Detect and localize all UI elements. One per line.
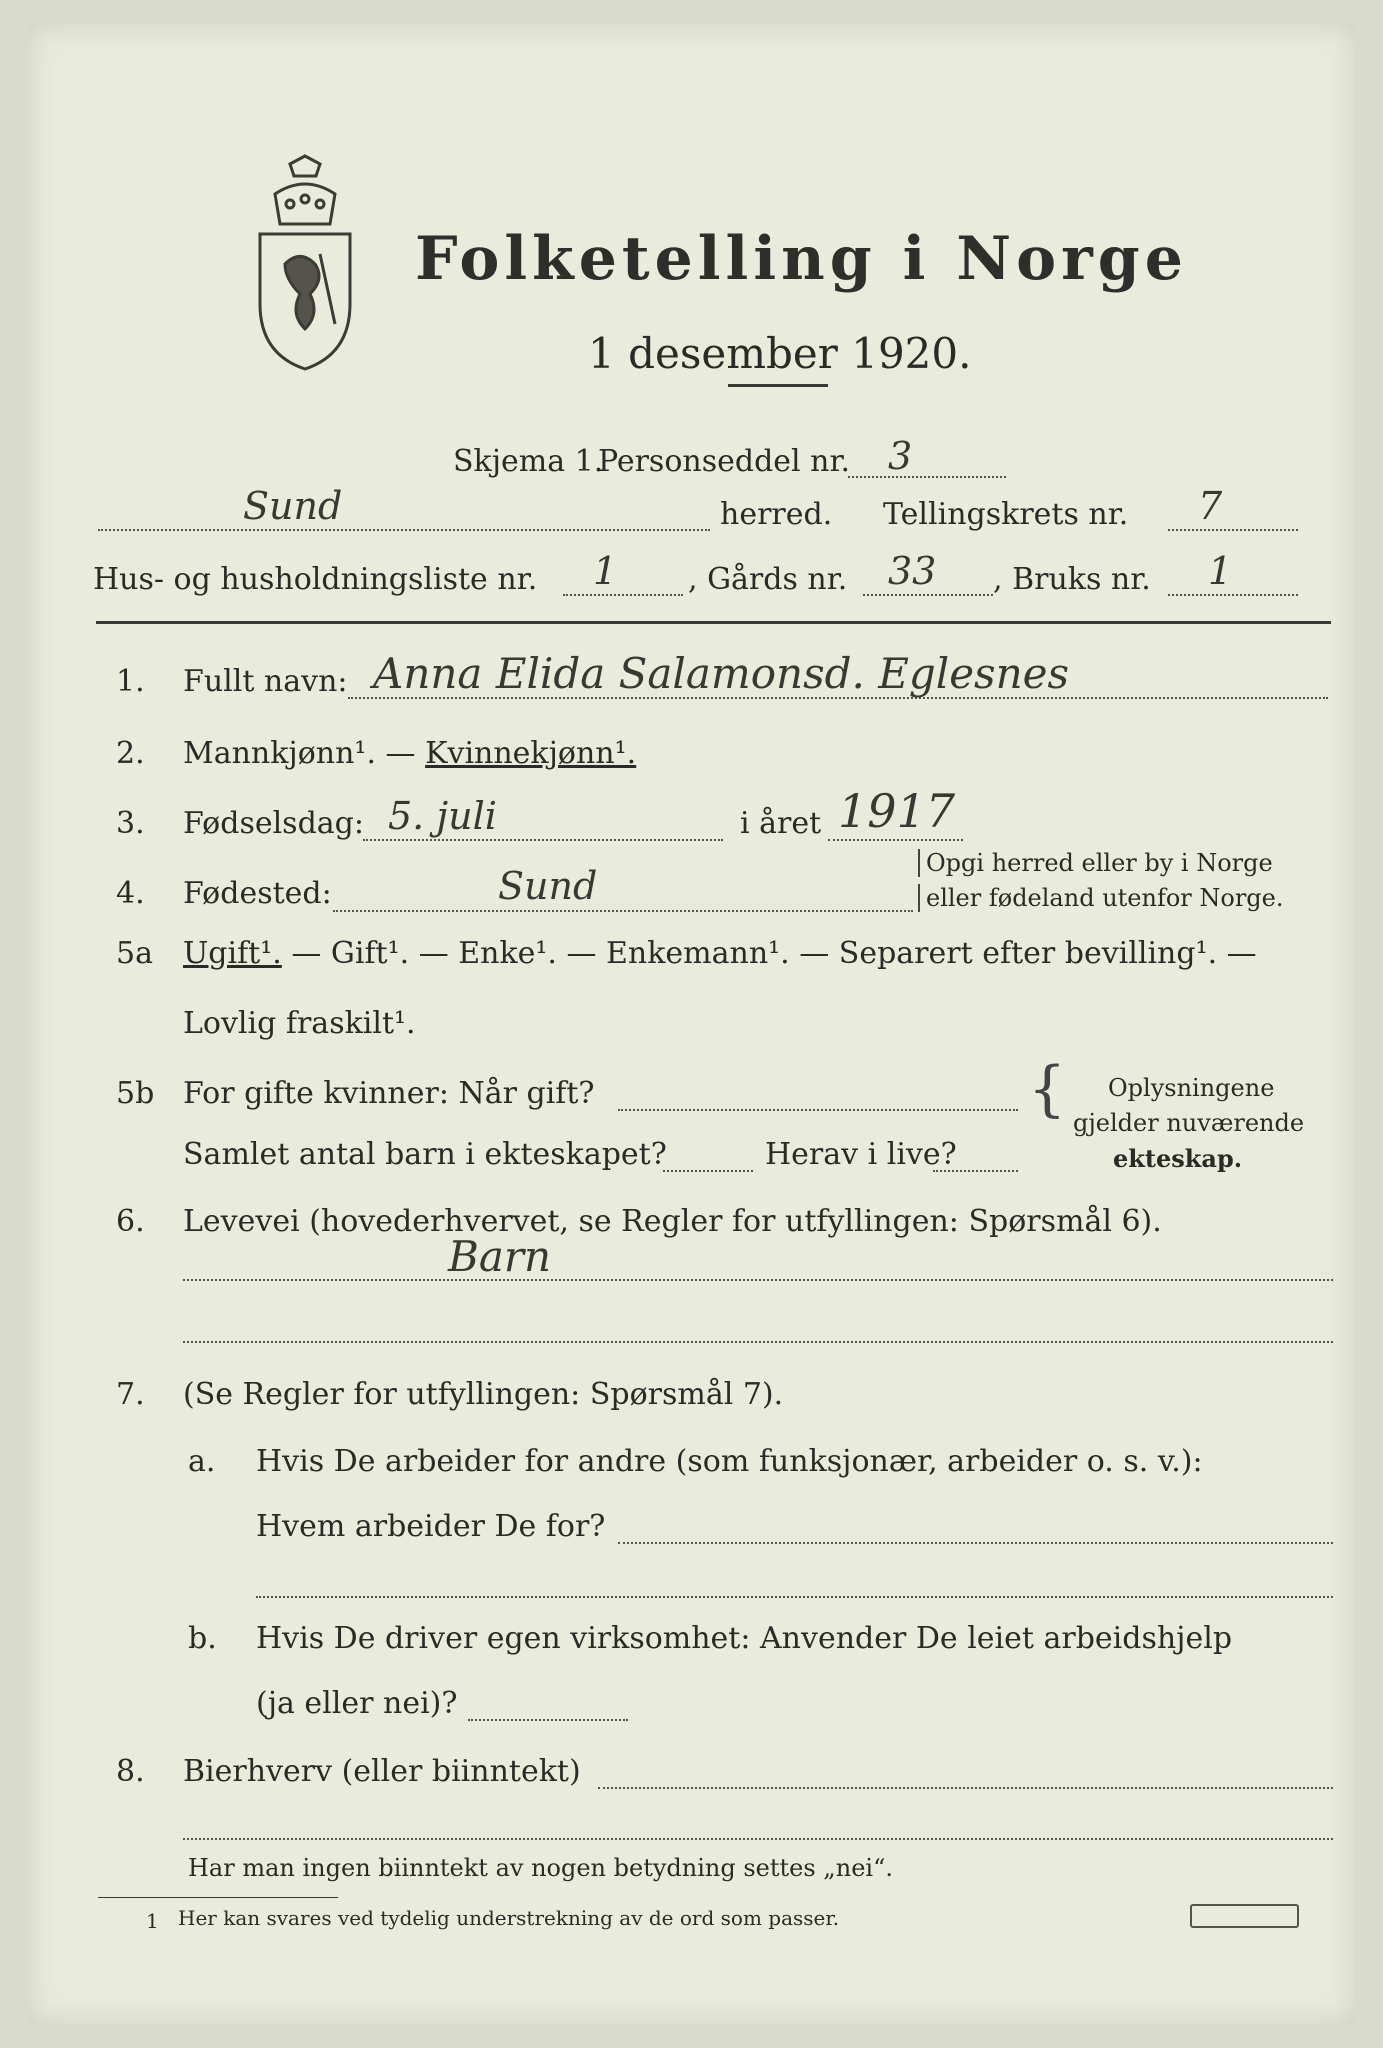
- q5a-number: 5a: [116, 936, 153, 971]
- herred-value: Sund: [243, 484, 343, 528]
- personseddel-value: 3: [888, 434, 913, 478]
- q6-number: 6.: [116, 1204, 145, 1239]
- bruks-label: , Bruks nr.: [993, 562, 1151, 597]
- q5b-married-line: [618, 1109, 1018, 1111]
- gards-line: [863, 594, 993, 596]
- footnote-mark: 1: [146, 1909, 159, 1933]
- gards-value: 33: [888, 549, 937, 593]
- hus-value: 1: [593, 549, 618, 593]
- census-form: [28, 24, 1355, 2024]
- q6-value: Barn: [448, 1232, 552, 1281]
- census-date: 1 desember 1920.: [588, 329, 972, 378]
- q7b-letter: b.: [188, 1621, 217, 1656]
- footnote-text: Her kan svares ved tydelig understrekning av de ord som passer.: [178, 1906, 840, 1930]
- q1-label: Fullt navn:: [183, 664, 348, 699]
- q2-male-option: Mannkjønn¹.: [183, 736, 376, 771]
- q3-number: 3.: [116, 806, 145, 841]
- personseddel-line: [848, 476, 1006, 478]
- q3-label: Fødselsdag:: [183, 806, 364, 841]
- q5b-brace: {: [1028, 1054, 1067, 1124]
- q8-label: Bierhverv (eller biinntekt): [183, 1754, 581, 1789]
- q7a-label-1: Hvis De arbeider for andre (som funksjonær, arbeider o. s. v.):: [256, 1444, 1203, 1479]
- q5b-label-3: Herav i live?: [765, 1137, 957, 1172]
- q4-note-2: eller fødeland utenfor Norge.: [918, 884, 1284, 912]
- gards-label: , Gårds nr.: [688, 562, 848, 597]
- q7-number: 7.: [116, 1377, 145, 1412]
- q6-line-1: [183, 1279, 1333, 1281]
- q5a-ugift-option: Ugift¹.: [183, 936, 282, 971]
- q5a-other-options: — Gift¹. — Enke¹. — Enkemann¹. — Separert efter bevilling¹. —: [281, 936, 1257, 971]
- q2-number: 2.: [116, 736, 145, 771]
- coat-of-arms-icon: [250, 154, 360, 374]
- q5a-line2: Lovlig fraskilt¹.: [183, 1006, 416, 1041]
- q3-year-value: 1917: [838, 784, 956, 838]
- herred-label: herred.: [720, 497, 833, 532]
- q5b-note-1: Oplysningene: [1108, 1074, 1275, 1102]
- q5b-note-2: gjelder nuværende: [1073, 1109, 1305, 1137]
- q7-label: (Se Regler for utfyllingen: Spørsmål 7).: [183, 1377, 784, 1412]
- q5a-options: [183, 936, 1257, 971]
- hus-label: Hus- og husholdningsliste nr.: [93, 562, 538, 597]
- q7a-line-1: [618, 1542, 1333, 1544]
- q5b-label-2: Samlet antal barn i ekteskapet?: [183, 1137, 667, 1172]
- q3-value: 5. juli: [388, 794, 497, 838]
- q8-line-1: [598, 1787, 1333, 1789]
- herred-line: [98, 529, 710, 531]
- q7a-line-2: [256, 1596, 1333, 1598]
- printer-stamp: [1190, 1904, 1299, 1928]
- q4-label: Fødested:: [183, 876, 332, 911]
- footnote-rule: [98, 1897, 338, 1898]
- q3-year-line: [828, 839, 963, 841]
- header-rule: [96, 621, 1331, 624]
- q6-line-2: [183, 1341, 1333, 1343]
- q8-note: Har man ingen biinntekt av nogen betydning settes „nei“.: [188, 1854, 893, 1882]
- q2-options: [183, 736, 636, 771]
- q5b-note-3: ekteskap.: [1113, 1144, 1243, 1173]
- q3-year-label: i året: [740, 806, 822, 841]
- q2-separator: —: [376, 736, 426, 771]
- bruks-value: 1: [1208, 549, 1233, 593]
- q4-line: [333, 910, 913, 912]
- q7a-label-2: Hvem arbeider De for?: [256, 1509, 606, 1544]
- q5b-alive-line: [933, 1170, 1018, 1172]
- q8-line-2: [183, 1838, 1333, 1840]
- hus-line: [563, 594, 683, 596]
- q8-number: 8.: [116, 1754, 145, 1789]
- form-title: Folketelling i Norge: [415, 224, 1188, 294]
- q4-note-1: Opgi herred eller by i Norge: [918, 849, 1273, 877]
- q6-label: Levevei (hovederhvervet, se Regler for utfyllingen: Spørsmål 6).: [183, 1204, 1162, 1239]
- q4-number: 4.: [116, 876, 145, 911]
- q4-value: Sund: [498, 864, 598, 908]
- tellingskrets-line: [1168, 529, 1298, 531]
- q2-female-option: Kvinnekjønn¹.: [425, 736, 637, 771]
- title-divider: [728, 384, 828, 387]
- q5b-label-1: For gifte kvinner: Når gift?: [183, 1076, 595, 1111]
- tellingskrets-value: 7: [1198, 484, 1223, 528]
- q1-value: Anna Elida Salamonsd. Eglesnes: [373, 649, 1070, 698]
- personseddel-label: Personseddel nr.: [598, 444, 851, 479]
- bruks-line: [1168, 594, 1298, 596]
- q5b-children-line: [663, 1170, 753, 1172]
- q7b-line: [468, 1719, 628, 1721]
- q5b-number: 5b: [116, 1076, 155, 1111]
- skjema-label: Skjema 1.: [453, 444, 604, 479]
- tellingskrets-label: Tellingskrets nr.: [883, 497, 1129, 532]
- q7b-label-1: Hvis De driver egen virksomhet: Anvender De leiet arbeidshjelp: [256, 1621, 1233, 1656]
- q3-line: [363, 839, 723, 841]
- q7a-letter: a.: [188, 1444, 216, 1479]
- q1-number: 1.: [116, 664, 145, 699]
- q7b-label-2: (ja eller nei)?: [256, 1686, 458, 1721]
